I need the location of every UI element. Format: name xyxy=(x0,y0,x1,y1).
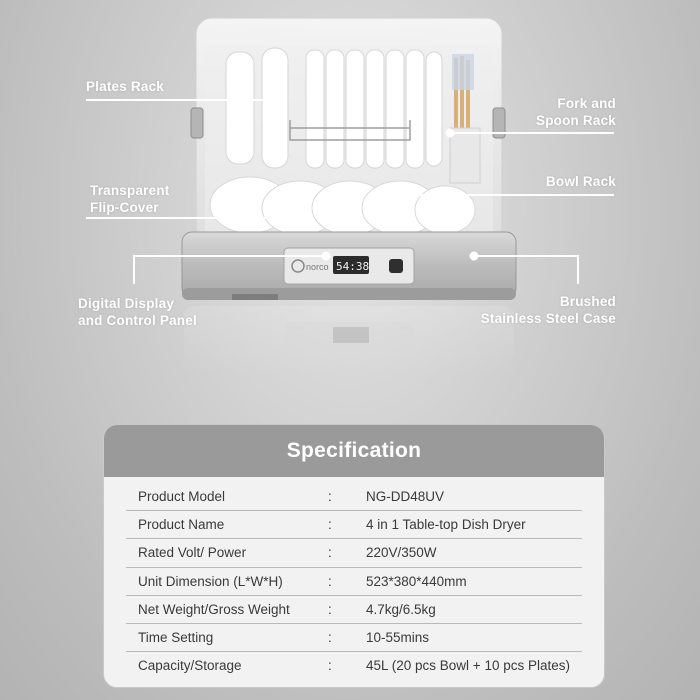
spec-value: 523*380*440mm xyxy=(366,573,467,589)
spec-label: Time Setting xyxy=(138,630,214,646)
spec-label: Capacity/Storage xyxy=(138,658,242,674)
callout-bowl-rack xyxy=(494,173,616,190)
spec-row xyxy=(126,568,582,596)
specification-title: Specification xyxy=(286,439,422,462)
callout-fork-spoon-line2: Spoon Rack xyxy=(535,113,616,128)
spec-label: Rated Volt/ Power xyxy=(138,545,247,561)
callout-display-line1: Digital Display xyxy=(78,296,175,311)
callout-plates-rack-label: Plates Rack xyxy=(86,79,164,94)
callout-display-line2: and Control Panel xyxy=(78,313,197,328)
display-time: 54:38 xyxy=(336,260,370,273)
specification-card xyxy=(103,424,605,688)
spec-row xyxy=(126,511,582,539)
spec-label: Product Model xyxy=(138,489,226,505)
spec-row xyxy=(126,539,582,567)
spec-colon: : xyxy=(328,517,332,533)
spec-row xyxy=(126,596,582,624)
callout-flip-cover-line1: Transparent xyxy=(90,183,170,198)
callout-bowl-rack-label: Bowl Rack xyxy=(545,174,616,189)
callout-steel-case-line2: Stainless Steel Case xyxy=(480,311,616,326)
spec-value: 4.7kg/6.5kg xyxy=(366,601,436,617)
specification-table xyxy=(104,477,604,679)
callout-steel-case xyxy=(440,293,616,327)
spec-colon: : xyxy=(328,601,332,617)
spec-label: Product Name xyxy=(138,517,225,533)
callout-flip-cover-line2: Flip-Cover xyxy=(90,200,159,215)
spec-value: 45L (20 pcs Bowl + 10 pcs Plates) xyxy=(366,658,570,674)
spec-value: 10-55mins xyxy=(366,630,430,646)
spec-row xyxy=(126,483,582,511)
spec-colon: : xyxy=(328,630,332,646)
spec-colon: : xyxy=(328,489,332,505)
callout-fork-spoon-line1: Fork and xyxy=(557,96,616,111)
callout-steel-case-line1: Brushed xyxy=(559,294,616,309)
spec-colon: : xyxy=(328,573,332,589)
callout-plates-rack xyxy=(86,78,164,95)
callout-fork-spoon-rack xyxy=(494,95,616,129)
spec-row xyxy=(126,652,582,679)
callout-digital-display xyxy=(78,295,197,329)
spec-row xyxy=(126,624,582,652)
spec-label: Unit Dimension (L*W*H) xyxy=(138,573,283,589)
callout-flip-cover xyxy=(90,182,169,216)
spec-colon: : xyxy=(328,545,332,561)
brand-logo: norco xyxy=(306,262,329,272)
spec-value: 220V/350W xyxy=(366,545,437,561)
specification-header xyxy=(104,425,604,477)
spec-colon: : xyxy=(328,658,332,674)
spec-label: Net Weight/Gross Weight xyxy=(138,601,290,617)
spec-value: 4 in 1 Table-top Dish Dryer xyxy=(366,517,526,533)
spec-value: NG-DD48UV xyxy=(366,489,445,505)
